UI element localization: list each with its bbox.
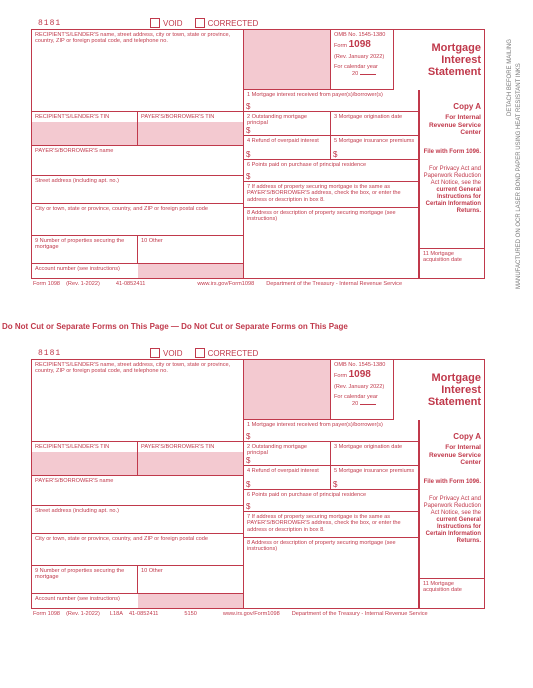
file-with-label: File with Form 1096. (423, 148, 481, 155)
form-grid (31, 359, 485, 609)
box-3-origination-date[interactable]: 3 Mortgage origination date (331, 442, 419, 466)
box-11-acquisition-date[interactable]: 11 Mortgage acquisition date (419, 248, 484, 278)
file-with-label: File with Form 1096. (423, 478, 481, 485)
box-9-number-of-properties[interactable]: 9 Number of properties securing the mortgage (32, 236, 138, 264)
box-10-other[interactable]: 10 Other (138, 236, 244, 264)
box-11-acquisition-date[interactable]: 11 Mortgage acquisition date (419, 578, 484, 608)
privacy-bold: current General Instructions for Certain Information Returns. (425, 516, 481, 544)
title-block (394, 30, 484, 90)
revision: (Rev. January 2022) (334, 383, 385, 390)
recipient-tin-field[interactable]: RECIPIENT'S/LENDER'S TIN (32, 442, 138, 476)
manufactured-text: MANUFACTURED ON OCR LASER BOND PAPER USING HEAT RESISTANT INKS (516, 63, 522, 289)
cut-warning: Do Not Cut or Separate Forms on This Page — Do Not Cut or Separate Forms on This Page (2, 322, 348, 331)
box-2-outstanding-principal[interactable]: 2 Outstanding mortgage principal $ (244, 442, 331, 466)
box-9-number-of-properties[interactable]: 9 Number of properties securing the mortgage (32, 566, 138, 594)
footer-mid1: L18A (109, 611, 123, 617)
year-input[interactable] (360, 404, 376, 405)
shaded-block (244, 360, 331, 420)
omb-number: OMB No. 1545-1380 (334, 362, 386, 368)
footer-form: Form 1098 (33, 281, 61, 287)
corrected-label: CORRECTED (207, 348, 259, 358)
year-input[interactable] (360, 74, 376, 75)
year-prefix: 20 (352, 70, 359, 77)
title-block (394, 360, 484, 420)
footer-rev: (Rev. 1-2022) (66, 611, 100, 617)
footer-dept: Department of the Treasury - Internal Revenue Service (266, 281, 403, 287)
footer-cat: 41-0852411 (115, 281, 146, 287)
omb-block (331, 30, 394, 90)
box-4-refund-interest[interactable]: 4 Refund of overpaid interest $ (244, 466, 331, 490)
account-number-field[interactable]: Account number (see instructions) (32, 264, 244, 278)
void-label: VOID (163, 348, 183, 358)
recipient-name-field[interactable]: RECIPIENT'S/LENDER'S name, street address, city or town, state or province, country, ZIP or foreign postal code, and telephone no. (32, 30, 244, 112)
box-7-same-address[interactable]: 7 If address of property securing mortgage is the same as PAYER'S/BORROWER'S address, check the box, or enter the address or description in box 8. (244, 182, 419, 208)
box-1-mortgage-interest[interactable]: 1 Mortgage interest received from payer(s)/borrower(s) $ (244, 90, 419, 112)
revision: (Rev. January 2022) (334, 53, 385, 60)
form-number: 1098 (348, 39, 371, 51)
year-prefix: 20 (352, 400, 359, 407)
form-footer (33, 281, 485, 287)
omb-block (331, 360, 394, 420)
street-address-field[interactable]: Street address (including apt. no.) (32, 176, 244, 204)
footer-url: www.irs.gov/Form1098 (197, 281, 255, 287)
payer-name-field[interactable]: PAYER'S/BORROWER'S name (32, 146, 244, 176)
box-1-mortgage-interest[interactable]: 1 Mortgage interest received from payer(s)/borrower(s) $ (244, 420, 419, 442)
calendar-year-label: For calendar year (334, 64, 378, 71)
footer-url: www.irs.gov/Form1098 (222, 611, 280, 617)
privacy-text: For Privacy Act and Paperwork Reduction Act Notice, see the (423, 165, 481, 186)
form-title: Mortgage Interest Statement (427, 42, 481, 78)
omb-number: OMB No. 1545-1380 (334, 32, 386, 38)
city-field[interactable]: City or town, state or province, country, and ZIP or foreign postal code (32, 534, 244, 566)
box-8-property-address[interactable]: 8 Address or description of property securing mortgage (see instructions) (244, 208, 419, 278)
form-code: 8181 (38, 348, 62, 358)
box-8-property-address[interactable]: 8 Address or description of property securing mortgage (see instructions) (244, 538, 419, 608)
account-number-field[interactable]: Account number (see instructions) (32, 594, 244, 608)
recipient-tin-field[interactable]: RECIPIENT'S/LENDER'S TIN (32, 112, 138, 146)
box-10-other[interactable]: 10 Other (138, 566, 244, 594)
calendar-year-label: For calendar year (334, 394, 378, 401)
box-5-insurance-premiums[interactable]: 5 Mortgage insurance premiums $ (331, 466, 419, 490)
box-6-points-paid[interactable]: 6 Points paid on purchase of principal residence $ (244, 160, 419, 182)
copy-a-label: Copy A (453, 102, 481, 111)
street-address-field[interactable]: Street address (including apt. no.) (32, 506, 244, 534)
corrected-checkbox[interactable] (195, 348, 205, 358)
corrected-checkbox[interactable] (195, 18, 205, 28)
footer-cat: 41-0852411 (128, 611, 159, 617)
box-4-refund-interest[interactable]: 4 Refund of overpaid interest $ (244, 136, 331, 160)
form-code: 8181 (38, 18, 62, 28)
detach-text: DETACH BEFORE MAILING (507, 39, 513, 116)
box-6-points-paid[interactable]: 6 Points paid on purchase of principal residence $ (244, 490, 419, 512)
form-word: Form (334, 43, 348, 50)
city-field[interactable]: City or town, state or province, country, and ZIP or foreign postal code (32, 204, 244, 236)
form-header (33, 346, 270, 360)
form-number: 1098 (348, 369, 371, 381)
void-checkbox[interactable] (150, 18, 160, 28)
for-irs-label: For Internal Revenue Service Center (428, 114, 481, 136)
privacy-text: For Privacy Act and Paperwork Reduction Act Notice, see the (423, 495, 481, 516)
copy-a-label: Copy A (453, 432, 481, 441)
corrected-label: CORRECTED (207, 18, 259, 28)
payer-name-field[interactable]: PAYER'S/BORROWER'S name (32, 476, 244, 506)
payer-tin-field[interactable]: PAYER'S/BORROWER'S TIN (138, 442, 244, 476)
box-2-outstanding-principal[interactable]: 2 Outstanding mortgage principal $ (244, 112, 331, 136)
side-margin-text (505, 4, 527, 304)
recipient-name-field[interactable]: RECIPIENT'S/LENDER'S name, street address, city or town, state or province, country, ZIP or foreign postal code, and telephone no. (32, 360, 244, 442)
footer-form: Form 1098 (33, 611, 61, 617)
form-header (33, 16, 270, 30)
form-word: Form (334, 373, 348, 380)
form-footer (33, 611, 485, 617)
shaded-block (244, 30, 331, 90)
box-3-origination-date[interactable]: 3 Mortgage origination date (331, 112, 419, 136)
footer-rev: (Rev. 1-2022) (66, 281, 100, 287)
box-7-same-address[interactable]: 7 If address of property securing mortgage is the same as PAYER'S/BORROWER'S address, check the box, or enter the address or description in box 8. (244, 512, 419, 538)
void-checkbox[interactable] (150, 348, 160, 358)
form-grid (31, 29, 485, 279)
footer-mid2: 5150 (184, 611, 197, 617)
payer-tin-field[interactable]: PAYER'S/BORROWER'S TIN (138, 112, 244, 146)
privacy-bold: current General Instructions for Certain Information Returns. (425, 186, 481, 214)
form-title: Mortgage Interest Statement (427, 372, 481, 408)
void-label: VOID (163, 18, 183, 28)
for-irs-label: For Internal Revenue Service Center (428, 444, 481, 466)
box-5-insurance-premiums[interactable]: 5 Mortgage insurance premiums $ (331, 136, 419, 160)
footer-dept: Department of the Treasury - Internal Revenue Service (291, 611, 428, 617)
